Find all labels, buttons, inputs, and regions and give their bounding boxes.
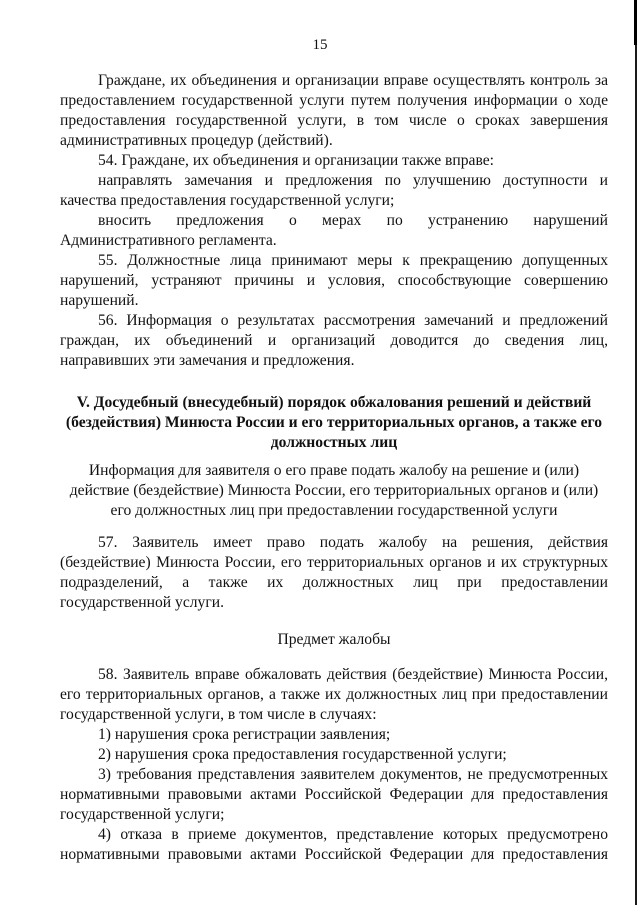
paragraph-control-rights: Граждане, их объединения и организации вправе осуществлять контроль за предоставлением государственной услуги путем получения информации о ходе предоставления государственной услуги, в том числе о сроках завершения административных процедур (действий).: [60, 72, 608, 149]
paragraph-58-item-4: 4) отказа в приеме документов, представление которых предусмотрено нормативными правовыми актами Российской Федерации для предоставления: [60, 826, 608, 863]
paragraph-58-item-2: 2) нарушения срока предоставления государственной услуги;: [98, 746, 507, 763]
page-edge-border: [635, 0, 637, 905]
document-body: [60, 71, 608, 865]
paragraph-58-item-3: 3) требования представления заявителем документов, не предусмотренных нормативными правовыми актами Российской Федерации для предоставления государственной услуги;: [60, 766, 608, 823]
section-v-heading: V. Досудебный (внесудебный) порядок обжалования решений и действий (бездействия) Минюста России и его территориальных органов, а также его должностных лиц: [65, 394, 603, 451]
paragraph-56: 56. Информация о результатах рассмотрения замечаний и предложений граждан, их объединений и организаций доводится до сведения лиц, направивших эти замечания и предложения.: [60, 312, 608, 369]
paragraph-55: 55. Должностные лица принимают меры к прекращению допущенных нарушений, устраняют причины и условия, способствующие совершению нарушений.: [60, 252, 608, 309]
paragraph-58-item-1: 1) нарушения срока регистрации заявления;: [98, 726, 391, 743]
subheading-complaint-subject: Предмет жалобы: [277, 631, 391, 648]
paragraph-54-item-1: направлять замечания и предложения по улучшению доступности и качества предоставления государственной услуги;: [60, 172, 608, 209]
paragraph-58: 58. Заявитель вправе обжаловать действия (бездействие) Минюста России, его территориальных органов, а также их должностных лиц при предоставлении государственной услуги, в том числе в случаях:: [60, 666, 608, 723]
paragraph-54: 54. Граждане, их объединения и организации также вправе:: [98, 152, 495, 169]
page-number: 15: [312, 37, 328, 53]
paragraph-54-item-2: вносить предложения о мерах по устранению нарушений Административного регламента.: [60, 212, 608, 249]
subheading-complaint-info: Информация для заявителя о его праве подать жалобу на решение и (или) действие (бездействие) Минюста России, его территориальных органов и (или) его должностных лиц при предоставлении государственной услуги: [69, 462, 599, 519]
paragraph-57: 57. Заявитель имеет право подать жалобу на решения, действия (бездействие) Минюста России, его территориальных органов и их структурных подразделений, а также их должностных лиц при предоставлении государственной услуги.: [60, 534, 608, 611]
